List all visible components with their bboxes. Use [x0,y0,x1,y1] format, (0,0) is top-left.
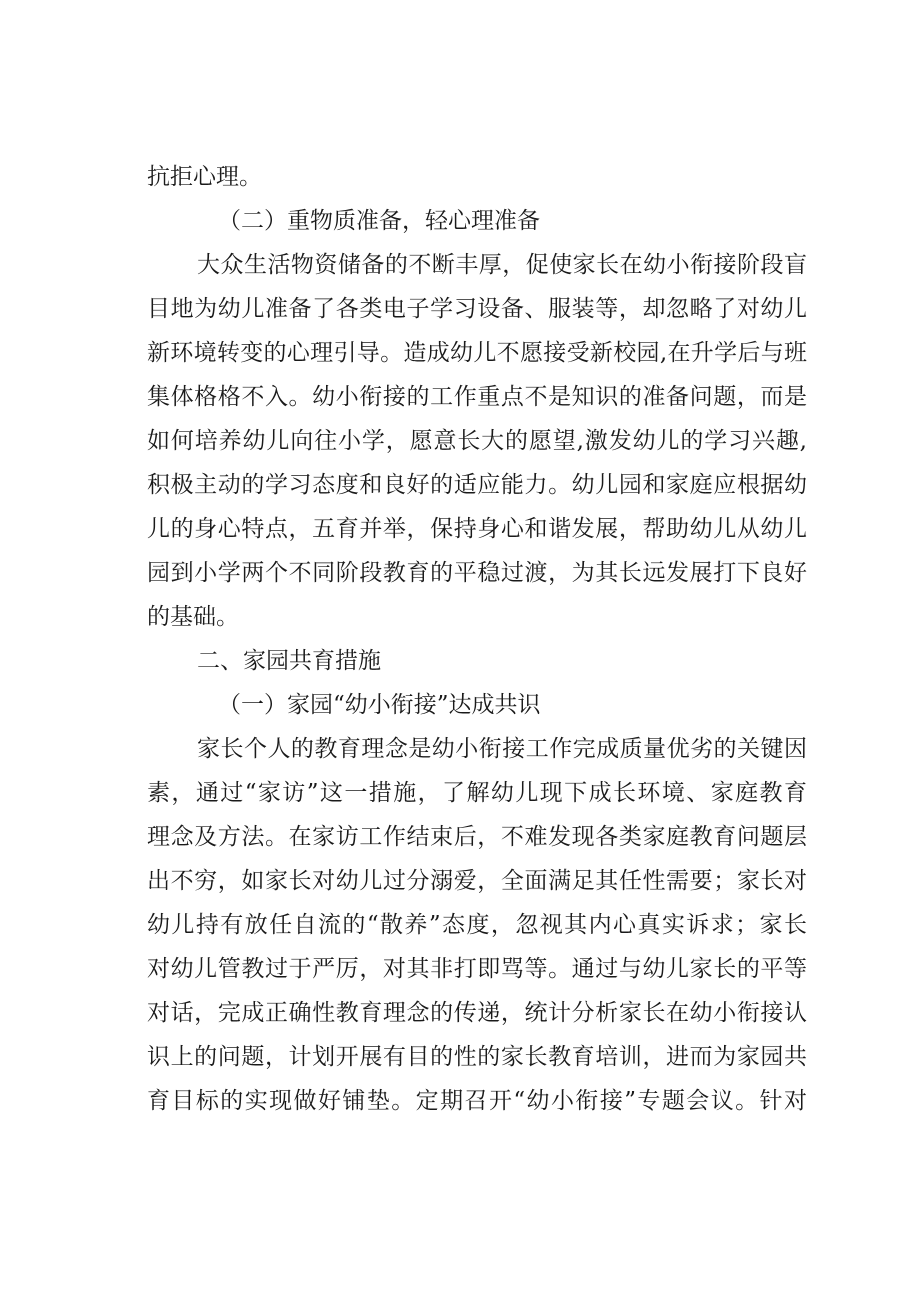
text-line-17: 出不穷，如家长对幼儿过分溺爱，全面满足其任性需要；家长对 [147,868,807,894]
text-line-9: 儿的身心特点，五育并举，保持身心和谐发展，帮助幼儿从幼儿 [147,516,807,542]
text-line-10: 园到小学两个不同阶段教育的平稳过渡，为其长远发展打下良好 [147,560,807,586]
text-line-4: 目地为幼儿准备了各类电子学习设备、服装等，却忽略了对幼儿 [147,296,807,322]
text-line-14: 家长个人的教育理念是幼小衔接工作完成质量优劣的关键因 [197,736,807,762]
text-line-1: 抗拒心理。 [147,164,262,190]
text-line-19: 对幼儿管教过于严厉，对其非打即骂等。通过与幼儿家长的平等 [147,956,807,982]
section-heading-2: （二）重物质准备，轻心理准备 [218,208,540,234]
text-line-16: 理念及方法。在家访工作结束后，不难发现各类家庭教育问题层 [147,824,807,850]
text-line-6: 集体格格不入。幼小衔接的工作重点不是知识的准备问题，而是 [147,384,807,410]
text-line-22: 育目标的实现做好铺垫。定期召开“幼小衔接”专题会议。针对 [147,1088,807,1114]
section-heading-1: （一）家园“幼小衔接”达成共识 [218,692,541,718]
text-line-5: 新环境转变的心理引导。造成幼儿不愿接受新校园,在升学后与班 [147,340,807,366]
text-line-21: 识上的问题，计划开展有目的性的家长教育培训，进而为家园共 [147,1044,807,1070]
text-line-7: 如何培养幼儿向往小学，愿意长大的愿望,激发幼儿的学习兴趣, [147,428,807,454]
text-line-8: 积极主动的学习态度和良好的适应能力。幼儿园和家庭应根据幼 [147,472,807,498]
text-line-15: 素，通过“家访”这一措施，了解幼儿现下成长环境、家庭教育 [147,780,807,806]
section-heading-main: 二、家园共育措施 [197,648,381,674]
text-line-18: 幼儿持有放任自流的“散养”态度，忽视其内心真实诉求；家长 [147,912,807,938]
text-line-3: 大众生活物资储备的不断丰厚，促使家长在幼小衔接阶段盲 [197,252,807,278]
text-line-20: 对话，完成正确性教育理念的传递，统计分析家长在幼小衔接认 [147,1000,807,1026]
text-line-11: 的基础。 [147,604,239,630]
